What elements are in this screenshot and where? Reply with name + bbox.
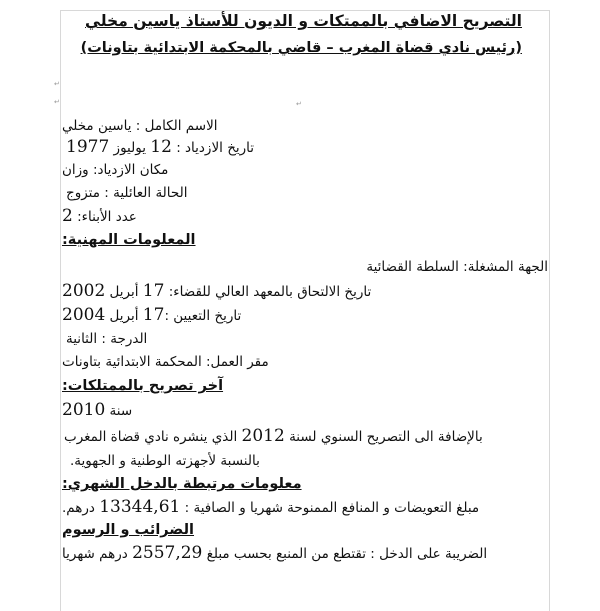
birth-place: مكان الازدياد: وزان: [62, 162, 169, 178]
professional-heading: المعلومات المهنية:: [62, 232, 196, 248]
paragraph-mark-icon: ↵: [54, 80, 60, 88]
children-count: عدد الأبناء: 2: [62, 206, 137, 226]
employer: الجهة المشغلة: السلطة القضائية: [366, 259, 548, 275]
birth-date: تاريخ الازدياد : 12 يوليوز 1977: [66, 137, 255, 157]
institute-date: تاريخ الالتحاق بالمعهد العالي للقضاء: 17 أبريل 2002: [62, 281, 372, 301]
document-subtitle: (رئيس نادي قضاة المغرب – قاضي بالمحكمة الابتدائية بتاونات): [80, 40, 522, 56]
full-name: الاسم الكامل : ياسين مخلي: [62, 118, 218, 134]
taxes-heading: الضرائب و الرسوم: [62, 522, 195, 538]
paragraph-mark-icon: ↵: [296, 100, 302, 108]
appointment-date: تاريخ التعيين :17 أبريل 2004: [62, 305, 242, 325]
document-title: التصريح الاضافي بالممتكات و الديون للأستاذ ياسين مخلي: [85, 12, 522, 30]
marital-status: الحالة العائلية : متزوج: [66, 185, 188, 201]
income-amount: مبلغ التعويضات و المنافع الممنوحة شهريا و الصافية : 13344,61 درهم.: [62, 497, 480, 517]
grade: الدرجة : الثانية: [66, 331, 148, 347]
workplace: مقر العمل: المحكمة الابتدائية بتاونات: [62, 354, 269, 370]
declaration-text-1: بالإضافة الى التصريح السنوي لسنة 2012 الذي ينشره نادي قضاة المغرب: [64, 426, 483, 446]
declaration-heading: آخر تصريح بالممتلكات:: [62, 378, 224, 394]
income-heading: معلومات مرتبطة بالدخل الشهري:: [62, 476, 302, 492]
paragraph-mark-icon: ↵: [54, 98, 60, 106]
income-tax: الضريبة على الدخل : تقتطع من المنبع بحسب مبلغ 2557,29 درهم شهريا: [62, 543, 488, 563]
declaration-text-2: بالنسبة لأجهزته الوطنية و الجهوية.: [70, 453, 260, 469]
declaration-year: سنة 2010: [62, 400, 133, 420]
